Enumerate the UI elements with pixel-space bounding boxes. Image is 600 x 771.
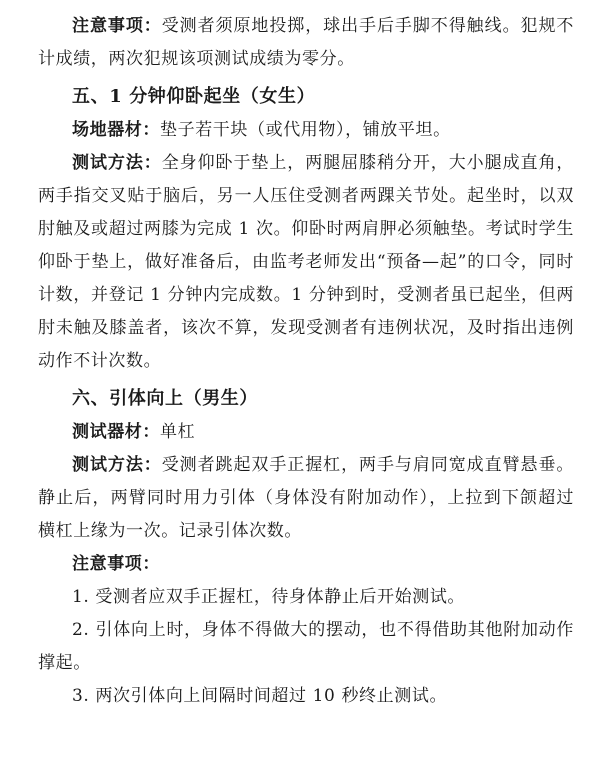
note-item: 3. 两次引体向上间隔时间超过 10 秒终止测试。	[72, 686, 448, 706]
method-text: 全身仰卧于垫上，两腿屈膝稍分开，大小腿成直角，两手指交叉贴于脑后，另一人压住受测者两踝关节处。起坐时，以双肘触及或超过两膝为完成 1 次。仰卧时两肩胛必须触垫。考试时学生仰卧于垫上，做好准备后，由监考老师发出“预备—起”的口令，同时计数，并登记 1 分钟内完成数。1 分钟到时，受测者虽已起坐，但两肘未触及膝盖者，该次不算，发现受测者有违例状况，及时指出违例动作不计次数。	[38, 153, 574, 371]
equipment-text: 垫子若干块（或代用物），铺放平坦。	[160, 120, 451, 140]
notes-label: 注意事项：	[72, 554, 160, 574]
equipment-label: 测试器材：	[72, 422, 160, 442]
equipment-text: 单杠	[160, 422, 196, 442]
equipment-paragraph-situps	[38, 114, 574, 147]
method-paragraph-pullups	[38, 449, 574, 548]
method-label: 测试方法：	[72, 153, 162, 173]
method-text: 受测者跳起双手正握杠，两手与肩同宽成直臂悬垂。静止后，两臂同时用力引体（身体没有附加动作），上拉到下颌超过横杠上缘为一次。记录引体次数。	[38, 455, 574, 541]
note-item: 1. 受测者应双手正握杠，待身体静止后开始测试。	[72, 587, 466, 607]
equipment-label: 场地器材：	[72, 120, 160, 140]
method-label: 测试方法：	[72, 455, 162, 475]
notes-heading-pullups	[38, 548, 574, 581]
notes-text: 受测者须原地投掷，球出手后手脚不得触线。犯规不计成绩，两次犯规该项测试成绩为零分。	[38, 16, 574, 69]
notes-paragraph-shot	[38, 10, 574, 76]
equipment-paragraph-pullups	[38, 416, 574, 449]
section-heading-situps: 五、1 分钟仰卧起坐（女生）	[72, 86, 316, 107]
method-paragraph-situps	[38, 147, 574, 378]
note-item: 2. 引体向上时，身体不得做大的摆动，也不得借助其他附加动作撑起。	[38, 620, 574, 673]
notes-label: 注意事项：	[72, 16, 162, 36]
section-heading-pullups: 六、引体向上（男生）	[72, 388, 258, 409]
